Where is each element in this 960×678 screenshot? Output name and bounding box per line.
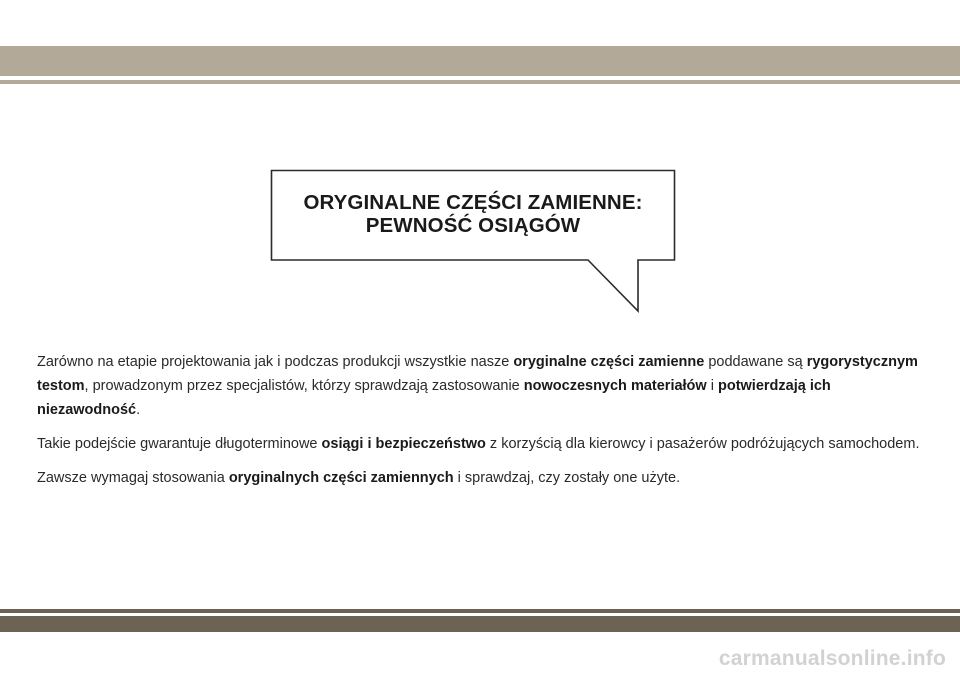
bold-run: oryginalne części zamienne: [513, 354, 705, 370]
text-run: poddawane są: [704, 354, 807, 370]
text-run: Zawsze wymagaj stosowania: [37, 470, 229, 486]
paragraph-2: [37, 432, 927, 456]
speech-bubble-callout: [270, 169, 676, 314]
watermark-text: carmanualsonline.info: [718, 647, 946, 670]
text-run: z korzyścią dla kierowcy i pasażerów podróżujących samochodem.: [485, 436, 920, 452]
text-run: i: [706, 378, 718, 394]
callout-title-line-1: ORYGINALNE CZĘŚCI ZAMIENNE:: [303, 191, 643, 214]
bold-run: nowoczesnych materiałów: [523, 378, 707, 394]
paragraph-3: [37, 466, 927, 490]
callout-title: [270, 191, 676, 237]
bold-run: rygorystycznym testom: [37, 354, 918, 394]
text-run: .: [136, 402, 141, 418]
footer-rule: [0, 609, 960, 613]
bold-run: potwierdzają ich niezawodność: [37, 378, 831, 418]
text-run: i sprawdzaj, czy zostały one użyte.: [453, 470, 681, 486]
bold-run: oryginalnych części zamiennych: [228, 470, 454, 486]
header-band: [0, 46, 960, 76]
bold-run: osiągi i bezpieczeństwo: [321, 436, 486, 452]
paragraph-1: [37, 350, 927, 422]
callout-title-line-2: PEWNOŚĆ OSIĄGÓW: [365, 214, 581, 237]
footer-band: [0, 616, 960, 632]
text-run: , prowadzonym przez specjalistów, którzy sprawdzają zastosowanie: [84, 378, 524, 394]
text-run: Zarówno na etapie projektowania jak i podczas produkcji wszystkie nasze: [37, 354, 514, 370]
body-text: [37, 350, 927, 500]
header-rule: [0, 80, 960, 84]
text-run: Takie podejście gwarantuje długoterminowe: [37, 436, 322, 452]
